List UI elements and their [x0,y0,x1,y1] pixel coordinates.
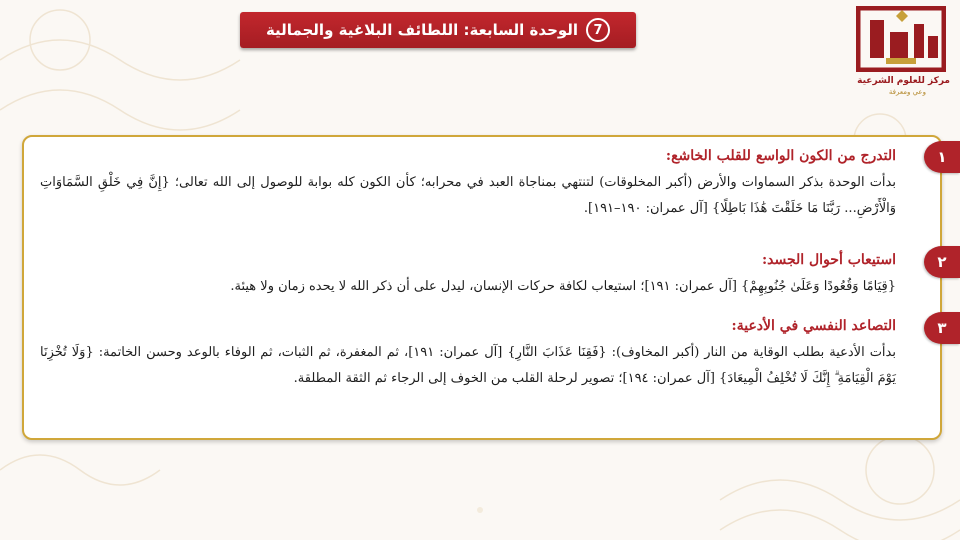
section-1 [40,146,896,222]
section-3 [40,316,896,392]
unit-title-banner [240,12,636,48]
logo-subtitle: مركز للعلوم الشرعية [857,76,950,86]
section-body: بدأت الوحدة بذكر السماوات والأرض (أكبر المخلوقات) لتنتهي بمناجاة العبد في محرابه؛ كأن الكون كله بوابة للوصول إلى الله تعالى؛ {إِنَّ فِي خَلْقِ السَّمَاوَاتِ وَالْأَرْضِ... رَبَّنَا مَا خَلَقْتَ هَٰذَا بَاطِلًا} [آل عمران: ١٩٠–١٩١]. [40,175,896,216]
section-heading: التدرج من الكون الواسع للقلب الخاشع: [665,148,896,164]
unit-title: الوحدة السابعة: اللطائف البلاغية والجمالية [265,21,579,39]
section-body: بدأت الأدعية بطلب الوقاية من النار (أكبر المخاوف): {فَقِنَا عَذَابَ النَّارِ} [آل عمران: ١٩١]، ثم المغفرة، ثم الثبات، ثم الوفاء بالوعد وحسن الخاتمة: {وَلَا تُخْزِنَا يَوْمَ الْقِيَامَةِ ۗ إِنَّكَ لَا تُخْلِفُ الْمِيعَادَ} [آل عمران: ١٩٤]؛ تصوير لرحلة القلب من الخوف إلى الرجاء ثم الثقة المطلقة. [40,345,896,386]
center-logo [848,6,952,98]
section-2 [40,250,896,300]
unit-number-badge: 7 [586,18,610,42]
section-number-badge-1: ١ [924,141,960,173]
section-number-badge-3: ٣ [924,312,960,344]
logo-mark-icon [856,6,946,72]
section-heading: استيعاب أحوال الجسد: [761,252,896,268]
logo-tagline: وعي ومعرفة [888,88,926,96]
section-body: {قِيَامًا وَقُعُودًا وَعَلَىٰ جُنُوبِهِمْ} [آل عمران: ١٩١]؛ استيعاب لكافة حركات الإنسان، ليدل على أن ذكر الله لا يحده زمان ولا هيئة. [230,279,896,294]
section-number-badge-2: ٢ [924,246,960,278]
section-heading: التصاعد النفسي في الأدعية: [731,318,896,334]
